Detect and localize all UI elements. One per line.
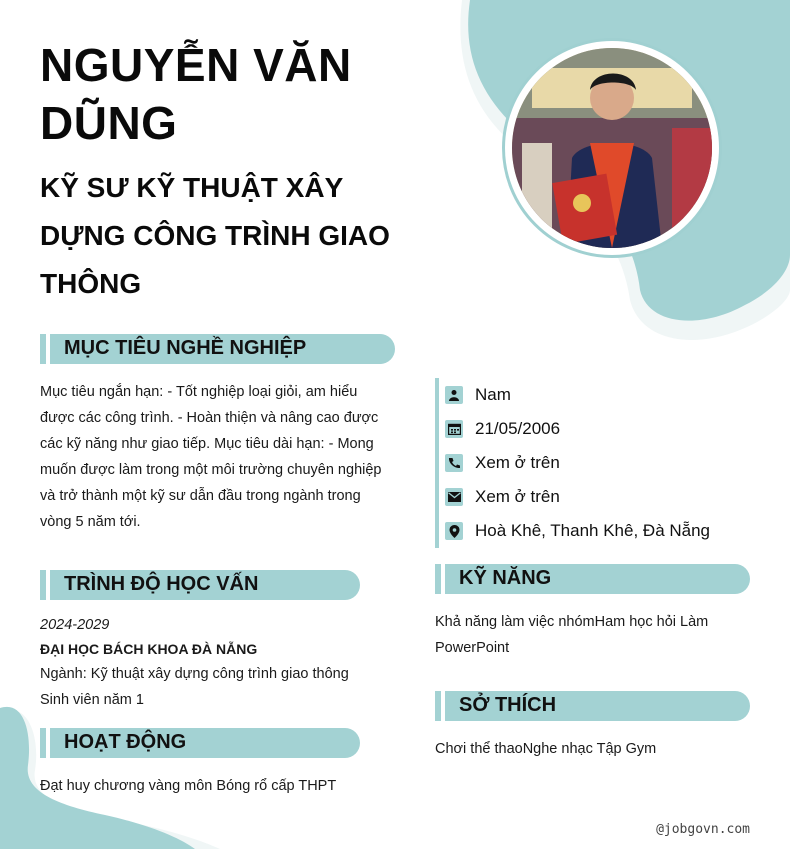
hobbies-text: Chơi thể thaoNghe nhạc Tập Gym — [435, 741, 657, 757]
education-title: TRÌNH ĐỘ HỌC VẤN — [64, 573, 259, 595]
hobbies-title: SỞ THÍCH — [459, 694, 557, 716]
email-value: Xem ở trên — [475, 487, 560, 506]
job-title — [40, 164, 440, 308]
contact-address — [445, 514, 775, 548]
candidate-name — [40, 36, 440, 152]
contact-phone — [445, 446, 775, 480]
activities-text: Đạt huy chương vàng môn Bóng rổ cấp THPT — [40, 778, 337, 794]
activities-heading — [40, 728, 360, 758]
contact-birthday — [445, 412, 775, 446]
location-pin-icon — [445, 522, 463, 540]
calendar-icon — [445, 420, 463, 438]
career-goal-line: được các công trình. - Hoàn thiện và nâng cao được — [40, 410, 379, 426]
education-period: 2024-2029 — [40, 617, 110, 633]
career-goal-line: các kỹ năng như giao tiếp. Mục tiêu dài hạn: - Mong — [40, 436, 374, 452]
career-goal-heading — [40, 334, 395, 364]
contact-email — [445, 480, 775, 514]
title-line-3: THÔNG — [40, 268, 142, 299]
skills-line: PowerPoint — [435, 640, 510, 656]
gender-value: Nam — [475, 385, 511, 404]
education-year: Sinh viên năm 1 — [40, 692, 144, 708]
career-goal-line: vòng 5 năm tới. — [40, 514, 141, 530]
education-block — [40, 613, 410, 713]
title-line-1: KỸ SƯ KỸ THUẬT XÂY — [40, 172, 344, 203]
career-goal-title: MỤC TIÊU NGHỀ NGHIỆP — [64, 337, 307, 359]
skills-text — [435, 609, 765, 661]
hobbies-heading — [435, 691, 750, 721]
education-school: ĐẠI HỌC BÁCH KHOA ĐÀ NẴNG — [40, 641, 258, 657]
mail-icon — [445, 488, 463, 506]
watermark: @jobgovn.com — [656, 822, 750, 837]
profile-photo — [512, 48, 712, 248]
name-line-1: NGUYỄN VĂN — [40, 39, 352, 91]
person-icon — [445, 386, 463, 404]
contact-gender — [445, 378, 775, 412]
birthday-value: 21/05/2006 — [475, 419, 561, 438]
phone-value: Xem ở trên — [475, 453, 560, 472]
career-goal-line: muốn được làm trong một môi trường chuyên nghiệp — [40, 462, 382, 478]
education-major: Ngành: Kỹ thuật xây dựng công trình giao thông — [40, 666, 349, 682]
career-goal-text — [40, 379, 410, 535]
skills-title: KỸ NĂNG — [459, 567, 552, 589]
contact-list — [435, 378, 775, 548]
career-goal-line: Mục tiêu ngắn hạn: - Tốt nghiệp loại giỏi, am hiểu — [40, 384, 358, 400]
activities-title: HOẠT ĐỘNG — [64, 731, 187, 753]
phone-icon — [445, 454, 463, 472]
address-value: Hoà Khê, Thanh Khê, Đà Nẵng — [475, 521, 711, 540]
title-line-2: DỰNG CÔNG TRÌNH GIAO — [40, 220, 390, 251]
skills-line: Khả năng làm việc nhómHam học hỏi Làm — [435, 614, 709, 630]
skills-heading — [435, 564, 750, 594]
career-goal-line: và trở thành một kỹ sư dẫn đầu trong ngành trong — [40, 488, 361, 504]
education-heading — [40, 570, 360, 600]
name-line-2: DŨNG — [40, 97, 178, 149]
